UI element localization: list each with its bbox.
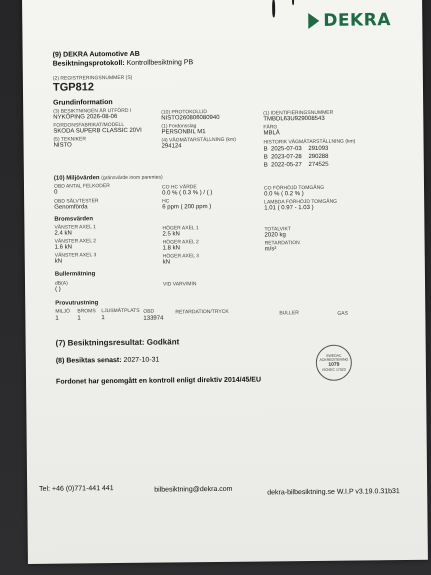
tech-label: (5) TEKNIKER bbox=[53, 136, 86, 143]
noise-rpm-label: VID VARV/MIN bbox=[162, 281, 197, 288]
lambda-label: LAMBDA FÖRHÖJD TOMGÅNG bbox=[264, 198, 338, 206]
brake-right3-value: kN bbox=[162, 259, 171, 266]
retardation-value: m/s² bbox=[264, 246, 277, 253]
color-value: MBLÅ bbox=[263, 130, 280, 137]
vehicle-type-value: PERSONBIL M1 bbox=[161, 129, 206, 136]
test-col-obd: OBD bbox=[143, 308, 155, 315]
reg-number: TGP812 bbox=[52, 81, 94, 94]
test-equipment-title: Provutrustning bbox=[55, 300, 99, 307]
brake-left3-value: kN bbox=[54, 258, 63, 265]
tech-value: NISTO bbox=[53, 142, 72, 149]
vehicle-type-label: (1) Fordonsslag bbox=[161, 123, 197, 130]
swedac-seal-icon: SWEDAC ACKREDITERING 1079 ISO/IEC 17020 bbox=[316, 345, 352, 381]
footer-email[interactable]: bilbesiktning@dekra.com bbox=[154, 485, 233, 494]
ink-smudge bbox=[292, 0, 294, 5]
brake-left1-value: 2.4 kN bbox=[54, 230, 72, 237]
co-high-label: CO FÖRHÖJD TOMGÅNG bbox=[263, 184, 325, 192]
history-row: B 2023-07-28 290288 bbox=[263, 153, 329, 161]
make-value: SKODA SUPERB CLASSIC 20VI bbox=[53, 127, 142, 135]
brake-left2-label: VÄNSTER AXEL 2 bbox=[54, 238, 97, 245]
hc-value: 6 ppm ( 200 ppm ) bbox=[162, 204, 212, 211]
footer-phone: Tel: +46 (0)771-441 441 bbox=[39, 485, 114, 493]
co-high-value: 0.0 % ( 0.2 % ) bbox=[264, 191, 304, 198]
result: (7) Besiktningsresultat: Godkänt bbox=[55, 337, 180, 348]
retardation-label: RETARDATION bbox=[264, 240, 300, 247]
dekra-logo bbox=[308, 10, 391, 31]
protocol-id-label: (10) PROTOKOLLID bbox=[161, 109, 208, 116]
odometer-value: 294124 bbox=[161, 143, 182, 150]
test-col-retardation: RETARDATION/TRYCK bbox=[175, 308, 229, 316]
test-val-ljus: 1 bbox=[101, 315, 105, 322]
next-inspection: (8) Besiktas senast: 2027-10-31 bbox=[55, 356, 160, 365]
co-value: 0.0 % ( 0.3 % ) / ( ) bbox=[162, 190, 213, 197]
test-col-broms: BROMS bbox=[77, 308, 96, 315]
total-weight-label: TOTALVIKT bbox=[264, 226, 291, 233]
brake-left1-label: VÄNSTER AXEL 1 bbox=[54, 224, 96, 231]
history-row: B 2025-07-03 291093 bbox=[263, 145, 329, 153]
test-col-buller: BULLER bbox=[279, 310, 299, 317]
make-label: FORDONSFABRIKAT/MODELL bbox=[53, 121, 125, 129]
odometer-label: (4) VÄGMÄTARSTÄLLNING (km) bbox=[161, 136, 236, 144]
test-col-miljo: MILJÖ bbox=[55, 308, 71, 315]
test-val-broms: 1 bbox=[77, 315, 81, 322]
history-row: B 2022-05-27 274525 bbox=[263, 161, 329, 169]
noise-unit-value: ( ) bbox=[55, 286, 61, 293]
dekra-logo-text: DEKRA bbox=[323, 10, 392, 31]
brake-left3-label: VÄNSTER AXEL 3 bbox=[54, 252, 97, 259]
obd-status-label: OBD SÄLVTESTER bbox=[54, 198, 99, 205]
brake-right2-value: 1.8 kN bbox=[162, 245, 181, 252]
directive-text: Fordonet har genomgått en kontroll enligt direktiv 2014/45/EU bbox=[56, 376, 262, 386]
dekra-triangle-icon bbox=[308, 13, 319, 29]
protocol-type: Besiktningsprotokoll: Kontrollbesiktning PB bbox=[52, 59, 194, 68]
noise-title: Bullermätning bbox=[54, 271, 96, 278]
brake-right1-value: 2.5 kN bbox=[162, 231, 180, 238]
color-label: FÄRG bbox=[263, 124, 278, 131]
footer-web[interactable]: dekra-bilbesiktning.se W.I.P v3.19.0.31b31 bbox=[267, 488, 400, 497]
miljo-title: (10) Miljövärden (gränsvärde inom parentes) bbox=[53, 174, 163, 182]
company-name: (9) DEKRA Automotive AB bbox=[52, 50, 140, 59]
brake-right1-label: HÖGER AXEL 1 bbox=[162, 225, 199, 232]
odometer-history-label: HISTORIK VÄGMÄTARSTÄLLNING (km) bbox=[263, 138, 356, 146]
ink-smudge bbox=[272, 0, 275, 17]
reg-number-label: (2) REGISTRERINGSNUMMER (S) bbox=[52, 74, 133, 82]
grund-title: Grundinformation bbox=[53, 99, 113, 107]
brake-right3-label: HÖGER AXEL 3 bbox=[162, 253, 199, 260]
protocol-id-value: NISTO260806080940 bbox=[161, 114, 220, 122]
test-val-obd: 133974 bbox=[143, 315, 164, 322]
brake-title: Bromsvärden bbox=[54, 216, 94, 223]
station-label: (3) BESIKTNINGEN ÄR UTFÖRD I bbox=[53, 107, 132, 115]
station-value: NYKÖPING 2026-08-06 bbox=[53, 114, 118, 121]
brake-right2-label: HÖGER AXEL 2 bbox=[162, 239, 199, 246]
obd-status-value: Genomförda bbox=[54, 204, 88, 211]
vin-label: (1) IDENTIFIERINGSNUMMER bbox=[263, 109, 334, 117]
obd-faults-value: 0 bbox=[54, 189, 58, 196]
test-col-gas: GAS bbox=[337, 310, 348, 317]
inspection-protocol-document bbox=[22, 0, 428, 564]
co-label: CO HC VÄRDE bbox=[161, 184, 197, 191]
noise-unit-label: dB(A) bbox=[54, 280, 68, 287]
test-col-ljus: LJUSMÄTPLATS bbox=[101, 307, 140, 315]
obd-faults-label: OBD ANTAL FELKODER bbox=[53, 183, 110, 190]
brake-left2-value: 1.6 kN bbox=[54, 244, 73, 251]
hc-label: HC bbox=[162, 198, 170, 205]
lambda-value: 1.01 ( 0.97 - 1.03 ) bbox=[264, 204, 314, 212]
vin-value: TMBDL63U929008543 bbox=[263, 115, 325, 123]
total-weight-value: 2020 kg bbox=[264, 232, 286, 239]
test-val-miljo: 1 bbox=[55, 315, 59, 322]
